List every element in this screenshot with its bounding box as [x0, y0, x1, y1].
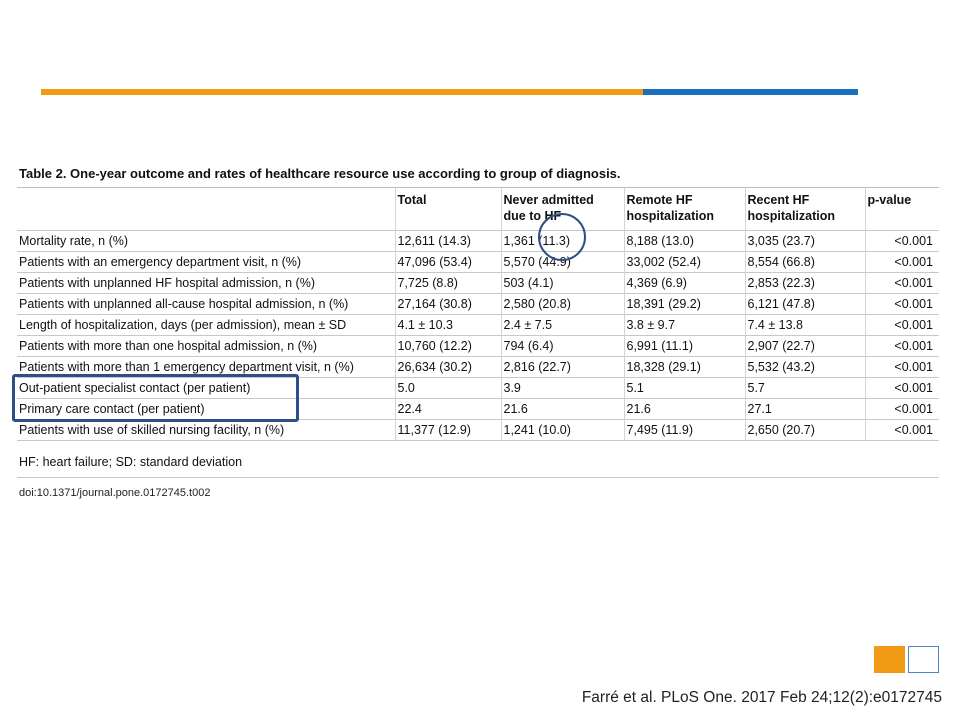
highlight-box-annotation: [12, 374, 299, 422]
table-row: [17, 420, 939, 441]
value-cell: 1,241 (10.0): [501, 420, 624, 441]
table-header-row: [17, 188, 939, 231]
table-row: [17, 273, 939, 294]
value-cell: 2,650 (20.7): [745, 420, 865, 441]
value-cell: 3.9: [501, 378, 624, 399]
header-accent-bar-blue: [643, 89, 858, 95]
value-cell: 33,002 (52.4): [624, 252, 745, 273]
table-row: [17, 252, 939, 273]
value-cell: 6,121 (47.8): [745, 294, 865, 315]
header-text-never-admitted: Never admitted due to HF: [503, 193, 594, 223]
p-value-cell: <0.001: [865, 252, 939, 273]
value-cell: 3,035 (23.7): [745, 231, 865, 252]
value-cell: 5,570 (44.9): [501, 252, 624, 273]
table-row: [17, 336, 939, 357]
table-footnote: HF: heart failure; SD: standard deviation: [19, 455, 243, 469]
p-value-cell: <0.001: [865, 315, 939, 336]
source-citation: Farré et al. PLoS One. 2017 Feb 24;12(2):e0172745: [581, 689, 942, 706]
value-cell: 18,391 (29.2): [624, 294, 745, 315]
value-cell: 5.7: [745, 378, 865, 399]
value-cell: 11,377 (12.9): [395, 420, 501, 441]
table-row: [17, 231, 939, 252]
value-cell: 7.4 ± 13.8: [745, 315, 865, 336]
value-cell: 6,991 (11.1): [624, 336, 745, 357]
table-title: Table 2. One-year outcome and rates of healthcare resource use according to group of diagnosis.: [19, 166, 621, 181]
value-cell: 10,760 (12.2): [395, 336, 501, 357]
value-cell: 8,554 (66.8): [745, 252, 865, 273]
value-cell: 4.1 ± 10.3: [395, 315, 501, 336]
p-value-cell: <0.001: [865, 399, 939, 420]
value-cell: 12,611 (14.3): [395, 231, 501, 252]
value-cell: 47,096 (53.4): [395, 252, 501, 273]
value-cell: 7,725 (8.8): [395, 273, 501, 294]
p-value-cell: <0.001: [865, 378, 939, 399]
p-value-cell: <0.001: [865, 336, 939, 357]
p-value-cell: <0.001: [865, 357, 939, 378]
row-label-cell: Mortality rate, n (%): [17, 231, 395, 252]
row-label-cell: Patients with unplanned HF hospital admission, n (%): [17, 273, 395, 294]
value-cell: 1,361 (11.3): [501, 231, 624, 252]
header-accent-bar-orange: [41, 89, 643, 95]
highlight-circle-annotation: [538, 213, 586, 261]
footnote-divider: [17, 477, 939, 478]
header-cell-p-value: p-value: [865, 188, 939, 231]
value-cell: 26,634 (30.2): [395, 357, 501, 378]
table-row: [17, 315, 939, 336]
row-label-cell: Patients with more than one hospital admission, n (%): [17, 336, 395, 357]
row-label-cell: Primary care contact (per patient): [17, 399, 395, 420]
row-label-cell: Patients with more than 1 emergency department visit, n (%): [17, 357, 395, 378]
row-label-cell: Length of hospitalization, days (per admission), mean ± SD: [17, 315, 395, 336]
p-value-cell: <0.001: [865, 420, 939, 441]
p-value-cell: <0.001: [865, 231, 939, 252]
value-cell: 27.1: [745, 399, 865, 420]
value-cell: 5,532 (43.2): [745, 357, 865, 378]
header-cell-label: [17, 188, 395, 231]
header-text-recent-hf: Recent HF hospitalization: [747, 193, 835, 223]
value-cell: 2,580 (20.8): [501, 294, 624, 315]
value-cell: 2.4 ± 7.5: [501, 315, 624, 336]
header-cell-total: Total: [395, 188, 501, 231]
slide-decoration-square-orange: [874, 646, 905, 673]
value-cell: 22.4: [395, 399, 501, 420]
value-cell: 503 (4.1): [501, 273, 624, 294]
value-cell: 21.6: [624, 399, 745, 420]
header-cell-recent-hf: [745, 188, 865, 231]
value-cell: 3.8 ± 9.7: [624, 315, 745, 336]
value-cell: 794 (6.4): [501, 336, 624, 357]
value-cell: 8,188 (13.0): [624, 231, 745, 252]
header-cell-remote-hf: [624, 188, 745, 231]
table-doi: doi:10.1371/journal.pone.0172745.t002: [19, 487, 211, 499]
value-cell: 5.0: [395, 378, 501, 399]
value-cell: 4,369 (6.9): [624, 273, 745, 294]
value-cell: 18,328 (29.1): [624, 357, 745, 378]
value-cell: 21.6: [501, 399, 624, 420]
row-label-cell: Out-patient specialist contact (per patient): [17, 378, 395, 399]
table-row: [17, 294, 939, 315]
value-cell: 2,907 (22.7): [745, 336, 865, 357]
p-value-cell: <0.001: [865, 273, 939, 294]
header-text-remote-hf: Remote HF hospitalization: [626, 193, 714, 223]
value-cell: 7,495 (11.9): [624, 420, 745, 441]
slide-decoration-square-outline: [908, 646, 939, 673]
row-label-cell: Patients with unplanned all-cause hospital admission, n (%): [17, 294, 395, 315]
value-cell: 5.1: [624, 378, 745, 399]
p-value-cell: <0.001: [865, 294, 939, 315]
value-cell: 2,816 (22.7): [501, 357, 624, 378]
value-cell: 2,853 (22.3): [745, 273, 865, 294]
row-label-cell: Patients with use of skilled nursing facility, n (%): [17, 420, 395, 441]
value-cell: 27,164 (30.8): [395, 294, 501, 315]
row-label-cell: Patients with an emergency department visit, n (%): [17, 252, 395, 273]
